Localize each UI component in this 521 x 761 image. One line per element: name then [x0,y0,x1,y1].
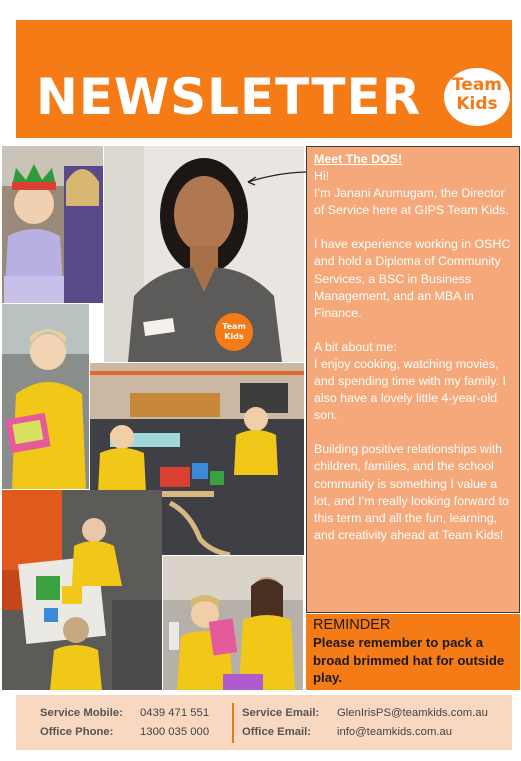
dos-relationships: Building positive relationships with children, families, and the school community is something I value a lot, and I’m really looking forward to this term and all the fun, learning, and creativity ahead at Team Kids! [314,442,509,542]
annotation-arrow [240,168,312,190]
dos-intro: I’m Janani Arumugam, the Director of Service here at GIPS Team Kids. [314,186,509,218]
photo-girls-card [163,556,303,690]
office-phone-value: 1300 035 000 [140,726,210,738]
service-mobile-value: 0439 471 551 [140,707,210,719]
meet-the-dos-panel [306,146,520,613]
service-mobile-label: Service Mobile: [40,707,123,719]
dos-greeting: Hi! [314,169,330,184]
newsletter-header [16,20,512,138]
office-email-label: Office Email: [242,726,312,738]
svg-text:Kids: Kids [224,332,244,341]
portrait-badge-text: Team [222,322,246,331]
office-phone-label: Office Phone: [40,726,114,738]
reminder-title: REMINDER [313,617,391,633]
dos-about-heading: A bit about me: [314,339,397,354]
newsletter-title: NEWSLETTER [36,68,422,126]
dos-about: I enjoy cooking, watching movies, and spending time with my family. I also have a lovely little 4-year-old son. [314,356,506,423]
service-email-value[interactable]: GlenIrisPS@teamkids.com.au [337,707,488,719]
contact-footer [16,695,512,750]
reminder-body: Please remember to pack a broad brimmed hat for outside play. [313,635,505,685]
reminder-box [306,614,520,690]
photo-boy-painting [2,304,89,489]
photo-kids-building [2,490,162,690]
photo-girls-crown [2,146,103,303]
team-kids-logo [444,68,510,126]
service-email-label: Service Email: [242,707,320,719]
office-email-value[interactable]: info@teamkids.com.au [337,726,453,738]
dos-heading: Meet The DOS! [314,152,403,166]
logo-text: Team Kids [451,75,503,114]
dos-experience: I have experience working in OSHC and hold a Diploma of Community Services, a BSC in Business Management, and an MBA in Finance. [314,237,511,320]
footer-divider [232,703,234,743]
